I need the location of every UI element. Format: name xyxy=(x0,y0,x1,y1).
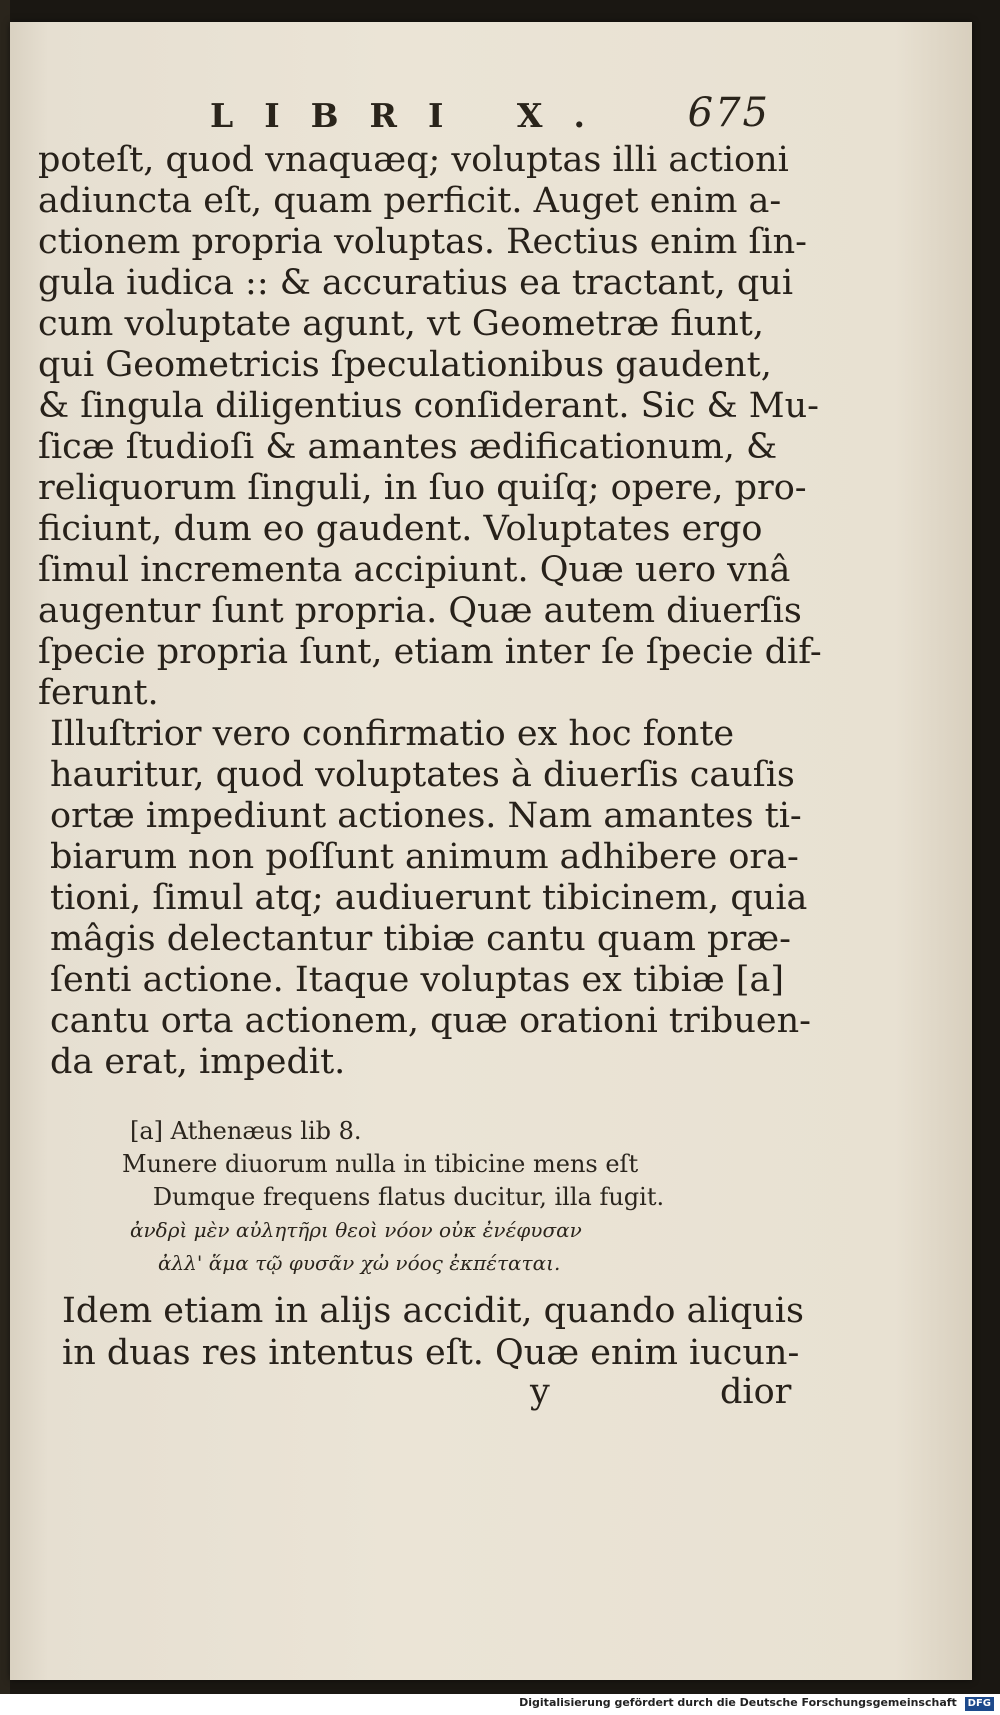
signature-mark: y xyxy=(530,1372,550,1412)
text-line: cantu orta actionem, quæ orationi tribuen- xyxy=(50,1001,811,1041)
footer-text: Digitalisierung gefördert durch die Deutsche Forschungsgemeinschaft xyxy=(519,1696,957,1709)
text-line: ſenti actione. Itaque voluptas ex tibiæ [a] xyxy=(50,960,785,1000)
footnote-ref-line: [a] Athenæus lib 8. xyxy=(130,1117,362,1145)
page-header xyxy=(210,92,770,142)
footnote xyxy=(122,1115,770,1280)
book-spine-edge xyxy=(0,0,10,1715)
footnote-greek-line-2: ἀλλ' ἅμα τῷ φυσᾶν χὠ νόος ἐκπέταται. xyxy=(158,1251,561,1275)
text-line: Idem etiam in alijs accidit, quando aliquis xyxy=(62,1291,804,1331)
text-line: ctionem propria voluptas. Rectius enim ſin- xyxy=(38,222,807,262)
text-line: mâgis delectantur tibiæ cantu quam præ- xyxy=(50,919,791,959)
continuing-text xyxy=(62,1290,804,1374)
paragraph-1 xyxy=(38,140,822,714)
page-number: 675 xyxy=(687,90,770,136)
text-line: tioni, ſimul atq; audiuerunt tibicinem, quia xyxy=(50,878,808,918)
text-line: qui Geometricis ſpeculationibus gaudent, xyxy=(38,345,772,385)
dfg-logo: DFG xyxy=(965,1697,994,1711)
text-line: ſpecie propria ſunt, etiam inter ſe ſpecie dif- xyxy=(38,632,822,672)
text-line: biarum non poſſunt animum adhibere ora- xyxy=(50,837,799,877)
text-line: gula iudica :: & accuratius ea tractant, qui xyxy=(38,263,794,303)
text-line: poteſt, quod vnaquæq; voluptas illi actioni xyxy=(38,140,789,180)
footnote-verse-line-1: Munere diuorum nulla in tibicine mens eſt xyxy=(122,1150,639,1178)
footnote-verse-line-2: Dumque frequens flatus ducitur, illa fugit. xyxy=(130,1183,665,1211)
text-line: ſicæ ſtudioſi & amantes ædificationum, & xyxy=(38,427,778,467)
text-line: ficiunt, dum eo gaudent. Voluptates ergo xyxy=(38,509,763,549)
text-line: adiuncta eſt, quam perficit. Auget enim a- xyxy=(38,181,782,221)
text-line: ferunt. xyxy=(38,673,159,713)
paragraph-2 xyxy=(38,714,811,1083)
text-line: reliquorum ſinguli, in ſuo quiſq; opere, pro- xyxy=(38,468,807,508)
text-line: cum voluptate agunt, vt Geometræ fiunt, xyxy=(38,304,764,344)
footnote-greek-line-1: ἀνδρὶ μὲν αὐλητῆρι θεοὶ νόον οὐκ ἐνέφυσαν xyxy=(130,1218,582,1242)
text-line: & ſingula diligentius conſiderant. Sic & Mu- xyxy=(38,386,819,426)
text-line: augentur ſunt propria. Quæ autem diuerſis xyxy=(38,591,802,631)
running-title: LIBRI X. xyxy=(210,96,616,135)
digitization-footer xyxy=(0,1694,1000,1715)
text-line: Illuſtrior vero confirmatio ex hoc fonte xyxy=(50,714,735,754)
main-text xyxy=(38,140,822,1083)
text-line: hauritur, quod voluptates à diuerſis cauſis xyxy=(50,755,795,795)
text-line: ortæ impediunt actiones. Nam amantes ti- xyxy=(50,796,802,836)
catchword: dior xyxy=(720,1372,792,1412)
text-line: in duas res intentus eſt. Quæ enim iucun- xyxy=(62,1333,800,1373)
text-line: da erat, impedit. xyxy=(50,1042,346,1082)
text-line: ſimul incrementa accipiunt. Quæ uero vnâ xyxy=(38,550,791,590)
